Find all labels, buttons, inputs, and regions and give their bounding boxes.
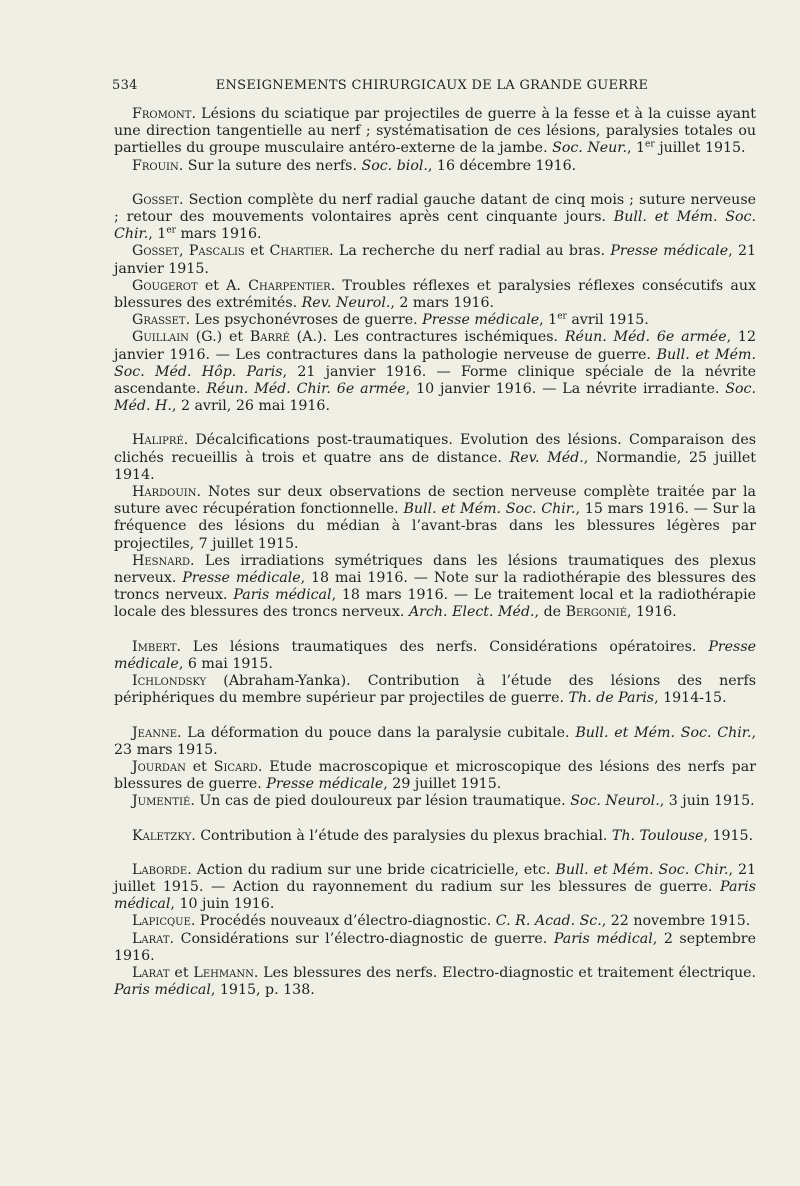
journal-title: Bull. et Mém. Soc. Chir. bbox=[555, 861, 729, 878]
running-title: ENSEIGNEMENTS CHIRURGICAUX DE LA GRANDE GUERRE bbox=[215, 78, 649, 93]
bibliography-entry bbox=[114, 862, 756, 914]
entry-text: . La déformation du pouce dans la paralysie cubitale. bbox=[177, 724, 576, 741]
entry-text: , 2 septembre 1916. bbox=[114, 930, 756, 964]
entry-text: . Les irradiations symétriques dans les lésions traumatiques des plexus nerveux. bbox=[114, 552, 756, 587]
bibliography-entry bbox=[114, 243, 756, 277]
bibliography-entry bbox=[114, 725, 756, 759]
bibliography-list bbox=[114, 106, 756, 999]
entry-text: (A.). Les contractures ischémiques. bbox=[289, 329, 565, 346]
author-name: Hardouin bbox=[132, 484, 197, 501]
entry-text: , 6 mai 1915. bbox=[178, 655, 273, 672]
entry-text: . Un cas de pied douloureux par lésion traumatique. bbox=[190, 793, 571, 810]
bibliography-entry bbox=[114, 484, 756, 553]
author-name: Grasset bbox=[132, 312, 186, 329]
journal-title: Presse médicale bbox=[266, 776, 384, 793]
author-name: Chartier bbox=[269, 243, 330, 260]
author-name: Lapicque bbox=[132, 913, 191, 930]
author-name: Gosset, Pascalis bbox=[132, 243, 245, 260]
entry-text: mars 1916. bbox=[175, 226, 262, 243]
entry-text: , 1914-15. bbox=[654, 690, 727, 707]
entry-text: . Les blessures des nerfs. Electro-diagnostic et traitement électrique. bbox=[253, 964, 756, 981]
journal-title: Th. Toulouse bbox=[611, 827, 704, 844]
journal-title: Th. de Paris bbox=[568, 690, 655, 707]
journal-title: C. R. Acad. Sc. bbox=[495, 913, 602, 930]
bibliography-entry bbox=[114, 192, 756, 244]
entry-text: , 1 bbox=[148, 226, 167, 243]
bibliography-entry bbox=[114, 913, 756, 930]
entry-text: , 18 mars 1916. — Le traitement local et la radiothérapie locale des blessures des troncs nerveux. bbox=[114, 587, 756, 621]
bibliography-entry bbox=[114, 106, 756, 158]
journal-title: Soc. Neurol. bbox=[570, 793, 660, 810]
entry-text: , 29 juillet 1915. bbox=[383, 776, 502, 793]
author-name: Kaletzky bbox=[132, 827, 192, 844]
journal-title: Bull. et Mém. Soc. Chir. bbox=[575, 724, 752, 741]
journal-title: Presse médicale bbox=[182, 570, 301, 587]
author-name: Jeanne bbox=[132, 724, 178, 741]
author-name: Hesnard bbox=[132, 552, 191, 569]
entry-text: , 3 juin 1915. bbox=[659, 793, 755, 810]
journal-title: Soc. Neur. bbox=[552, 140, 627, 157]
bibliography-entry bbox=[114, 931, 756, 965]
author-name: Bergonié bbox=[565, 604, 628, 621]
author-name: Fromont bbox=[132, 106, 192, 122]
entry-text: juillet 1915. bbox=[654, 140, 746, 157]
journal-title: Paris médical bbox=[233, 587, 332, 604]
entry-text: et bbox=[244, 243, 270, 260]
entry-text: , Normandie, 25 juillet 1914. bbox=[114, 449, 756, 483]
entry-text: , 15 mars 1916. — Sur la fréquence des lésions du médian à l’avant-bras dans les blessures légères par projectiles, 7 juillet 1915. bbox=[114, 501, 756, 552]
entry-text: . Lésions du sciatique par projectiles de guerre à la fesse et à la cuisse ayant une direction tangentielle au nerf ; systématisation de ces lésions, paralysies totales ou partielles du groupe musculaire antéro-externe de la jambe. bbox=[114, 106, 756, 157]
bibliography-entry bbox=[114, 793, 756, 810]
journal-title: Bull. et Mém. Soc. Chir. bbox=[114, 209, 756, 243]
journal-title: Soc. biol. bbox=[361, 157, 428, 174]
entry-text: . Etude macroscopique et microscopique des lésions des nerfs par blessures de guerre. bbox=[114, 758, 756, 793]
entry-text: , 1915, p. 138. bbox=[210, 982, 315, 999]
entry-text: . Les lésions traumatiques des nerfs. Considérations opératoires. bbox=[176, 638, 709, 655]
entry-text: , 21 janvier 1915. bbox=[114, 243, 757, 277]
page-number: 534 bbox=[112, 78, 138, 93]
entry-text: . Action du radium sur une bride cicatricielle, etc. bbox=[187, 861, 556, 878]
author-name: Lehmann bbox=[193, 964, 254, 981]
entry-text: , 10 juin 1916. bbox=[170, 896, 275, 913]
ordinal-suffix: er bbox=[645, 139, 655, 150]
bibliography-entry bbox=[114, 432, 756, 484]
author-name: Ichlondsky bbox=[132, 673, 207, 690]
journal-title: Réun. Méd. 6e armée bbox=[564, 329, 727, 346]
entry-text: . Section complète du nerf radial gauche datant de cinq mois ; suture nerveuse ; retour des mouvements volontaires après cent cinquante jours. bbox=[114, 191, 756, 226]
journal-title: Rev. Neurol. bbox=[301, 295, 391, 312]
author-name: Halipré bbox=[132, 432, 184, 449]
entry-text: . Troubles réflexes et paralysies réflexes consécutifs aux blessures des extrémités. bbox=[114, 277, 756, 312]
bibliography-entry bbox=[114, 329, 756, 415]
journal-title: Bull. et Mém. Soc. Chir. bbox=[403, 501, 576, 518]
journal-title: Bull. et Mém. Soc. Méd. Hôp. Paris bbox=[114, 346, 756, 380]
bibliography-entry bbox=[114, 673, 756, 707]
entry-text: , 1 bbox=[539, 312, 558, 329]
entry-text: et A. bbox=[197, 277, 249, 294]
author-name: Frouin bbox=[132, 157, 179, 174]
entry-text: , de bbox=[534, 604, 566, 621]
entry-text: . Contribution à l’étude des paralysies du plexus brachial. bbox=[191, 827, 612, 844]
author-name: Gosset bbox=[132, 191, 180, 208]
author-name: Jumentié bbox=[132, 793, 191, 810]
author-name: Laborde bbox=[132, 861, 188, 878]
entry-text: et bbox=[185, 758, 214, 775]
entry-text: . Considérations sur l’électro-diagnostic de guerre. bbox=[169, 930, 554, 947]
bibliography-entry bbox=[114, 828, 756, 845]
entry-text: . Procédés nouveaux d’électro-diagnostic. bbox=[190, 913, 496, 930]
journal-title: Presse médicale bbox=[610, 243, 729, 260]
entry-text: , 16 décembre 1916. bbox=[427, 157, 577, 174]
bibliography-entry bbox=[114, 639, 756, 673]
bibliography-entry bbox=[114, 158, 756, 175]
author-name: Sicard bbox=[213, 758, 258, 775]
entry-text: , 1916. bbox=[627, 604, 677, 621]
entry-text: , 10 janvier 1916. — La névrite irradiante. bbox=[405, 381, 726, 398]
entry-text: avril 1915. bbox=[566, 312, 649, 329]
entry-text: , 21 janvier 1916. — Forme clinique spéciale de la névrite ascendante. bbox=[114, 363, 756, 398]
entry-text: , 2 mars 1916. bbox=[390, 295, 495, 312]
entry-text: . Sur la suture des nerfs. bbox=[178, 157, 362, 174]
author-name: Barré bbox=[249, 329, 290, 346]
entry-text: , 12 janvier 1916. — Les contractures dans la pathologie nerveuse de guerre. bbox=[114, 329, 756, 363]
bibliography-entry bbox=[114, 965, 756, 999]
bibliography-entry bbox=[114, 312, 756, 329]
journal-title: Paris médical bbox=[553, 930, 653, 947]
author-name: Jourdan bbox=[132, 758, 186, 775]
entry-text: . Notes sur deux observations de section nerveuse complète traitée par la suture avec récupération fonctionnelle. bbox=[114, 484, 756, 518]
entry-text: , 1 bbox=[627, 140, 646, 157]
entry-text: . Les psychonévroses de guerre. bbox=[185, 312, 423, 329]
entry-text: , 1915. bbox=[703, 827, 754, 844]
bibliography-entry bbox=[114, 759, 756, 793]
journal-title: Paris médical bbox=[114, 878, 756, 913]
bibliography-entry bbox=[114, 278, 756, 312]
ordinal-suffix: er bbox=[166, 225, 176, 236]
entry-text: . Décalcifications post-traumatiques. Evolution des lésions. Comparaison des clichés recueillis à trois et quatre ans de distance. bbox=[114, 432, 756, 466]
entry-text: , 23 mars 1915. bbox=[114, 724, 756, 758]
author-name: Larat bbox=[132, 964, 170, 981]
ordinal-suffix: er bbox=[557, 311, 567, 322]
author-name: Gougerot bbox=[132, 277, 198, 294]
entry-text: , 2 avril, 26 mai 1916. bbox=[171, 398, 330, 415]
journal-title: Rev. Méd. bbox=[509, 449, 584, 466]
journal-title: Arch. Elect. Méd. bbox=[408, 604, 535, 621]
journal-title: Paris médical bbox=[114, 982, 211, 999]
journal-title: Presse médicale bbox=[114, 638, 756, 672]
author-name: Charpentier bbox=[248, 277, 331, 294]
entry-text: (Abraham-Yanka). Contribution à l’étude des lésions des nerfs périphériques du membre supérieur par projectiles de guerre. bbox=[114, 673, 756, 707]
bibliography-entry bbox=[114, 553, 756, 622]
entry-text: (G.) et bbox=[188, 329, 250, 346]
entry-text: , 22 novembre 1915. bbox=[601, 913, 751, 930]
journal-title: Réun. Méd. Chir. 6e armée bbox=[206, 381, 406, 398]
author-name: Larat bbox=[132, 930, 170, 947]
entry-text: et bbox=[169, 964, 194, 981]
entry-text: , 18 mai 1916. — Note sur la radiothérapie des blessures des troncs nerveux. bbox=[114, 570, 756, 604]
entry-text: . La recherche du nerf radial au bras. bbox=[329, 243, 611, 260]
entry-text: , 21 juillet 1915. — Action du rayonnement du radium sur les blessures de guerre. bbox=[114, 861, 756, 895]
author-name: Imbert bbox=[132, 638, 177, 655]
journal-title: Soc. Méd. H. bbox=[114, 381, 756, 415]
journal-title: Presse médicale bbox=[422, 312, 540, 329]
author-name: Guillain bbox=[132, 329, 189, 346]
